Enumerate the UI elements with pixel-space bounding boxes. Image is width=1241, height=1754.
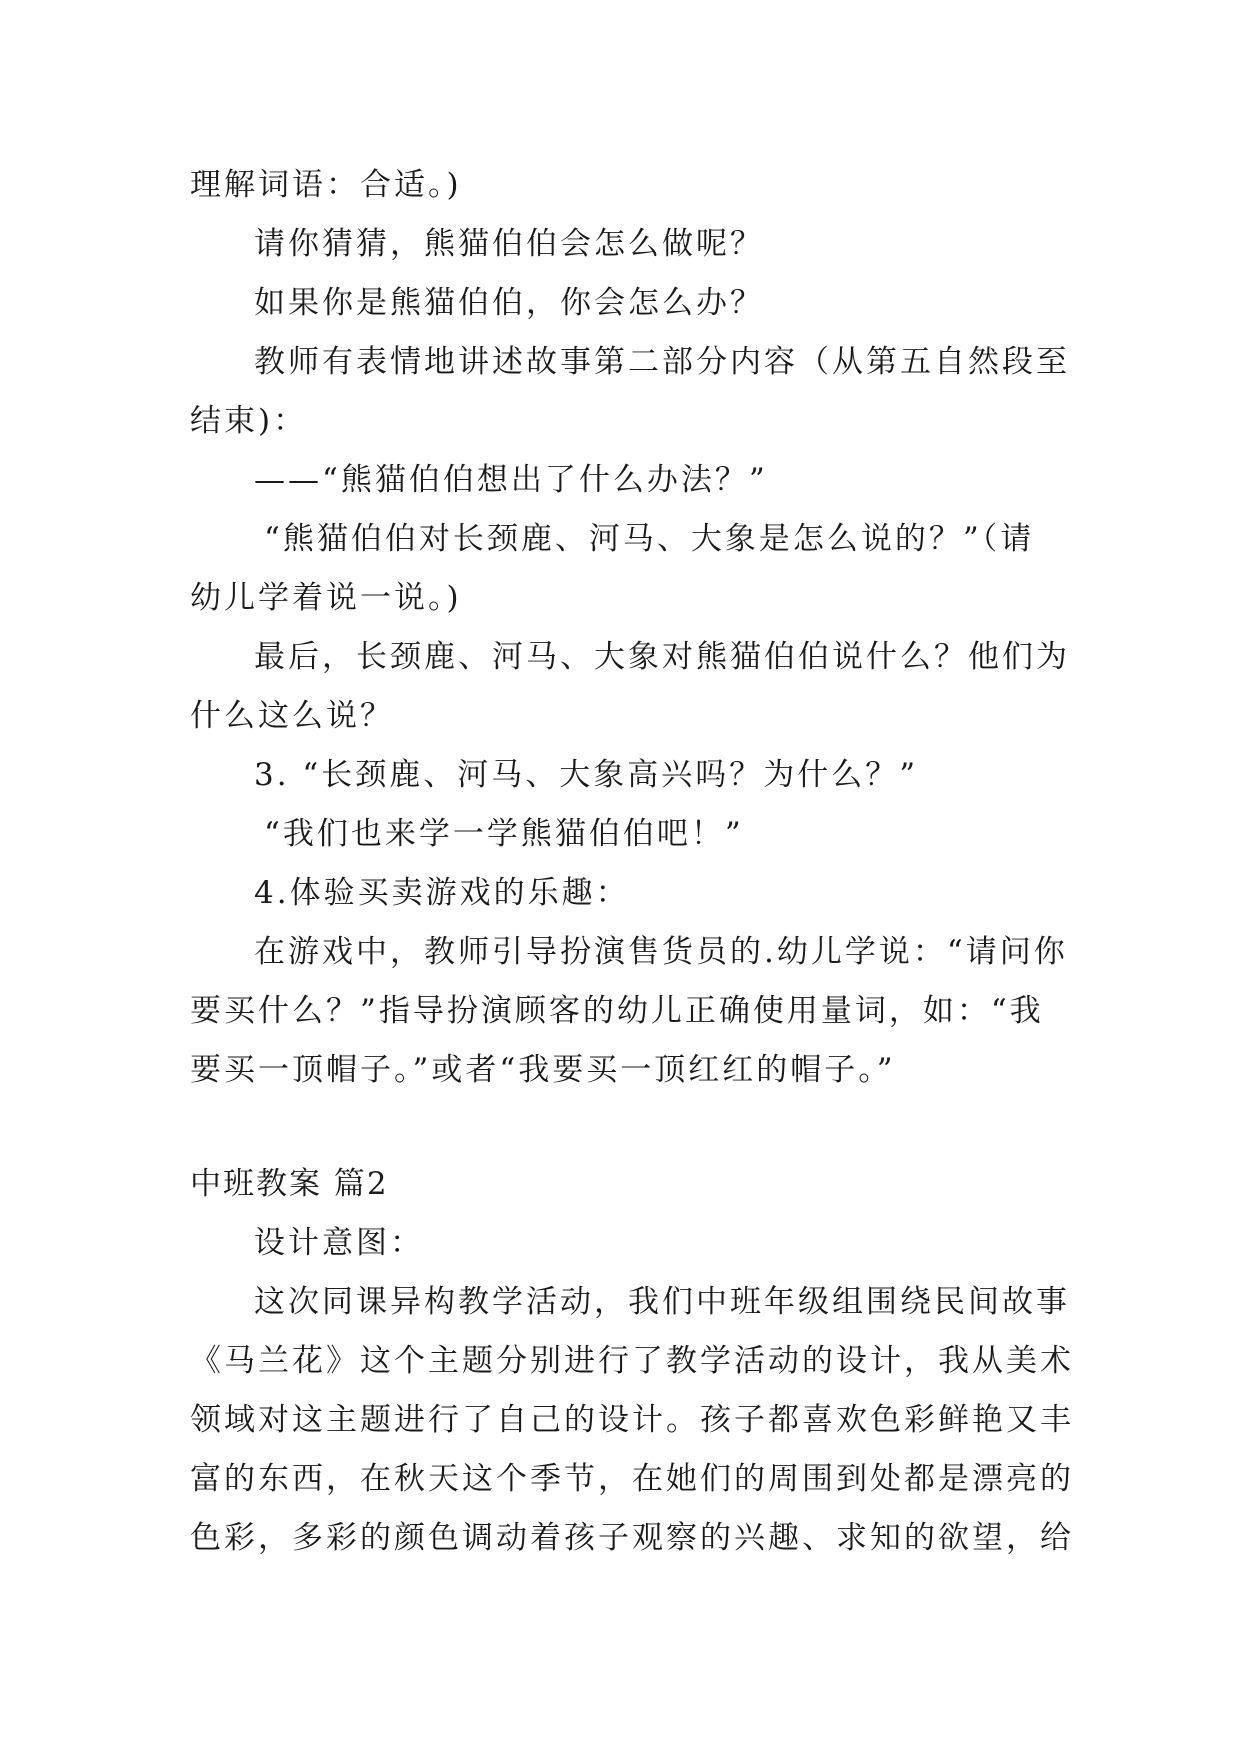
text-line: 色彩，多彩的颜色调动着孩子观察的兴趣、求知的欲望，给 [190,1520,1074,1556]
text-line: “我们也来学一学熊猫伯伯吧！” [264,816,744,852]
text-line: “熊猫伯伯对长颈鹿、河马、大象是怎么说的？”（请 [264,521,1035,557]
text-line: 要买什么？”指导扮演顾客的幼儿正确使用量词，如：“我 [190,993,1044,1029]
text-line: 4.体验买卖游戏的乐趣： [254,875,630,911]
text-line: 富的东西，在秋天这个季节，在她们的周围到处都是漂亮的 [190,1461,1074,1497]
text-line: 在游戏中，教师引导扮演售货员的.幼儿学说：“请问你 [254,934,1068,970]
text-line: 教师有表情地讲述故事第二部分内容（从第五自然段至 [254,344,1070,380]
text-line: ——“熊猫伯伯想出了什么办法？” [254,462,768,498]
text-line: 请你猜猜，熊猫伯伯会怎么做呢？ [254,226,764,262]
text-line: 最后，长颈鹿、河马、大象对熊猫伯伯说什么？他们为 [254,639,1070,675]
text-line: 设计意图： [254,1225,424,1261]
text-line: 领域对这主题进行了自己的设计。孩子都喜欢色彩鲜艳又丰 [190,1402,1074,1438]
text-line: 3. “长颈鹿、河马、大象高兴吗？为什么？” [254,757,919,793]
section-title: 中班教案 篇2 [190,1166,389,1202]
text-line: 《马兰花》这个主题分别进行了教学活动的设计，我从美术 [190,1343,1074,1379]
text-line: 这次同课异构教学活动，我们中班年级组围绕民间故事 [254,1284,1070,1320]
text-line: 如果你是熊猫伯伯，你会怎么办？ [254,285,764,321]
text-line: 什么这么说？ [190,698,394,734]
text-line: 幼儿学着说一说。) [190,580,462,616]
text-line: 结束)： [190,403,308,439]
text-line: 理解词语：合适。) [190,167,462,203]
text-line: 要买一顶帽子。”或者“我要买一顶红红的帽子。” [190,1052,896,1088]
